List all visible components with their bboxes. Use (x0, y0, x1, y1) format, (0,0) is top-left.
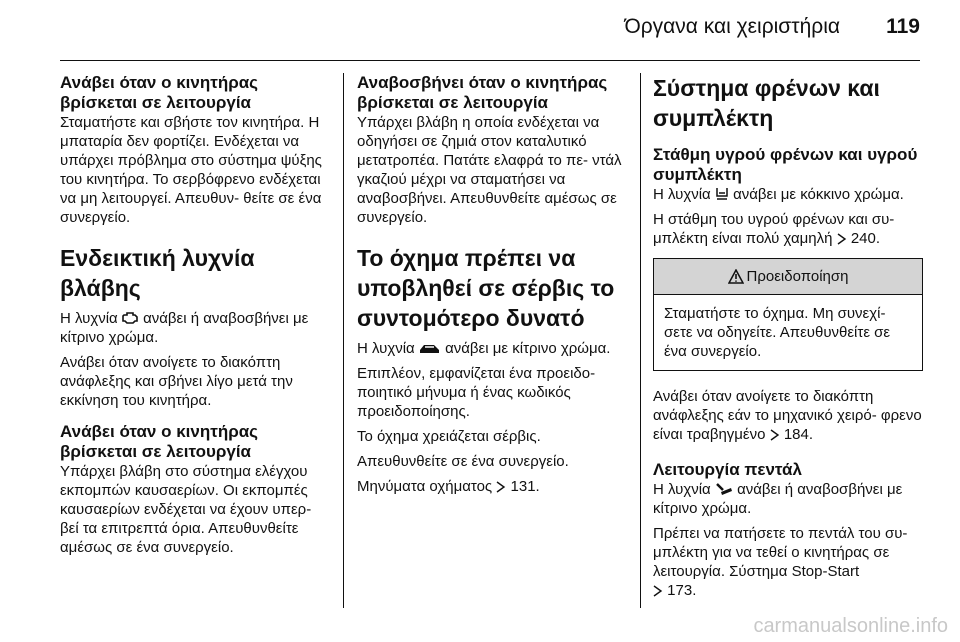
body-text (653, 524, 923, 600)
body-text: Επιπλέον, εμφανίζεται ένα προειδο- ποιητικό μήνυμα ή ένας κωδικός προειδοποίησης. (357, 365, 596, 420)
text-fragment: ανάβει ή αναβοσβήνει με κίτρινο χρώμα. (653, 481, 903, 517)
page-header (0, 0, 960, 60)
column-divider (640, 73, 641, 608)
page-reference-icon[interactable] (496, 481, 506, 493)
text-fragment: Ανάβει όταν ανοίγετε το διακόπτη ανάφλεξης εάν το μηχανικό χειρό- φρενο είναι τραβηγμένο (653, 388, 922, 443)
section-heading: Λειτουργία πεντάλ (653, 460, 802, 479)
text-fragment: Η λυχνία (653, 481, 711, 498)
page-reference-icon[interactable] (837, 233, 847, 245)
page-reference-icon[interactable] (770, 429, 780, 441)
fluid-level-icon (715, 187, 729, 201)
pedal-icon (715, 482, 733, 496)
section-heading: Στάθμη υγρού φρένων και υγρού συμπλέκτη (653, 145, 918, 184)
text-fragment: Η λυχνία (357, 340, 415, 357)
text-fragment: Πρέπει να πατήσετε το πεντάλ του συ- μπλέκτη για να τεθεί ο κινητήρας σε λειτουργία. Σύστημα Stop-Start (653, 525, 908, 580)
body-text: Υπάρχει βλάβη η οποία ενδέχεται να οδηγήσει σε ζημιά στον καταλυτικό μετατροπέα. Πατάτε ελαφρά το πε- ντάλ γκαζιού μέχρι να σταματήσει να αναβοσβήνει. Απευθυνθείτε αμέσως σε συνεργείο. (357, 114, 622, 226)
column-divider (343, 73, 344, 608)
warning-triangle-icon (728, 269, 744, 284)
page-reference[interactable]: 184. (783, 426, 814, 443)
body-text: Ανάβει όταν ανοίγετε το διακόπτη ανάφλεξης και σβήνει λίγο μετά την εκκίνηση του κινητήρα. (60, 354, 293, 409)
body-text (60, 309, 332, 347)
body-text (357, 477, 627, 496)
warning-text: Σταματήστε το όχημα. Μη συνεχί- σετε να οδηγείτε. Απευθυνθείτε σε ένα συνεργείο. (664, 305, 891, 360)
text-fragment: ανάβει με κόκκινο χρώμα. (733, 186, 904, 203)
page-reference[interactable]: 173. (667, 582, 697, 599)
body-text (357, 339, 627, 358)
body-text: Το όχημα χρειάζεται σέρβις. (357, 428, 541, 445)
page-reference[interactable]: 131. (510, 478, 540, 495)
page-number: 119 (886, 15, 920, 38)
section-heading: Ανάβει όταν ο κινητήρας βρίσκεται σε λειτουργία (60, 73, 259, 112)
body-text (653, 387, 923, 444)
wrench-car-icon (419, 341, 441, 355)
body-text (653, 185, 923, 204)
column-2 (357, 73, 627, 496)
text-fragment: Η λυχνία (60, 310, 118, 327)
body-text: Υπάρχει βλάβη στο σύστημα ελέγχου εκπομπών καυσαερίων. Οι εκπομπές καυσαερίων ενδέχεται να έχουν υπερ- βεί τα επιτρεπτά όρια. Απευθυνθείτε αμέσως σε ένα συνεργείο. (60, 463, 312, 556)
text-fragment: Η λυχνία (653, 186, 711, 203)
page-reference-icon[interactable] (653, 585, 663, 597)
warning-box (653, 258, 923, 371)
page-title: Όργανα και χειριστήρια (624, 15, 840, 38)
text-fragment: ανάβει με κίτρινο χρώμα. (445, 340, 611, 357)
text-fragment: Μηνύματα οχήματος (357, 478, 493, 495)
watermark: carmanualsonline.info (753, 615, 948, 637)
section-heading: Αναβοσβήνει όταν ο κινητήρας βρίσκεται σε λειτουργία (357, 73, 608, 112)
body-text: Απευθυνθείτε σε ένα συνεργείο. (357, 453, 569, 470)
body-text (653, 210, 923, 248)
body-text: Σταματήστε και σβήστε τον κινητήρα. Η μπαταρία δεν φορτίζει. Ενδέχεται να υπάρχει πρόβλημα στο σύστημα ψύξης του κινητήρα. Το σερβόφρενο ενδέχεται να μη λειτουργεί. Απευθυν- θείτε σε ένα συνεργείο. (60, 114, 322, 226)
warning-title: Προειδοποίηση (746, 268, 849, 285)
engine-icon (122, 311, 139, 325)
header-rule (60, 60, 920, 61)
section-heading: Ενδεικτική λυχνία βλάβης (60, 245, 255, 301)
section-heading: Ανάβει όταν ο κινητήρας βρίσκεται σε λειτουργία (60, 422, 259, 461)
column-3 (653, 73, 923, 600)
page-reference[interactable]: 240. (850, 230, 881, 247)
column-1 (60, 73, 332, 557)
body-text (653, 480, 923, 518)
section-heading: Σύστημα φρένων και συμπλέκτη (653, 75, 880, 131)
text-fragment: ανάβει ή αναβοσβήνει με κίτρινο χρώμα. (60, 310, 309, 346)
section-heading: Το όχημα πρέπει να υποβληθεί σε σέρβις το συντομότερο δυνατό (357, 245, 615, 331)
warning-header (654, 259, 922, 295)
text-fragment: Η στάθμη του υγρού φρένων και συ- μπλέκτη είναι πολύ χαμηλή (653, 211, 895, 247)
